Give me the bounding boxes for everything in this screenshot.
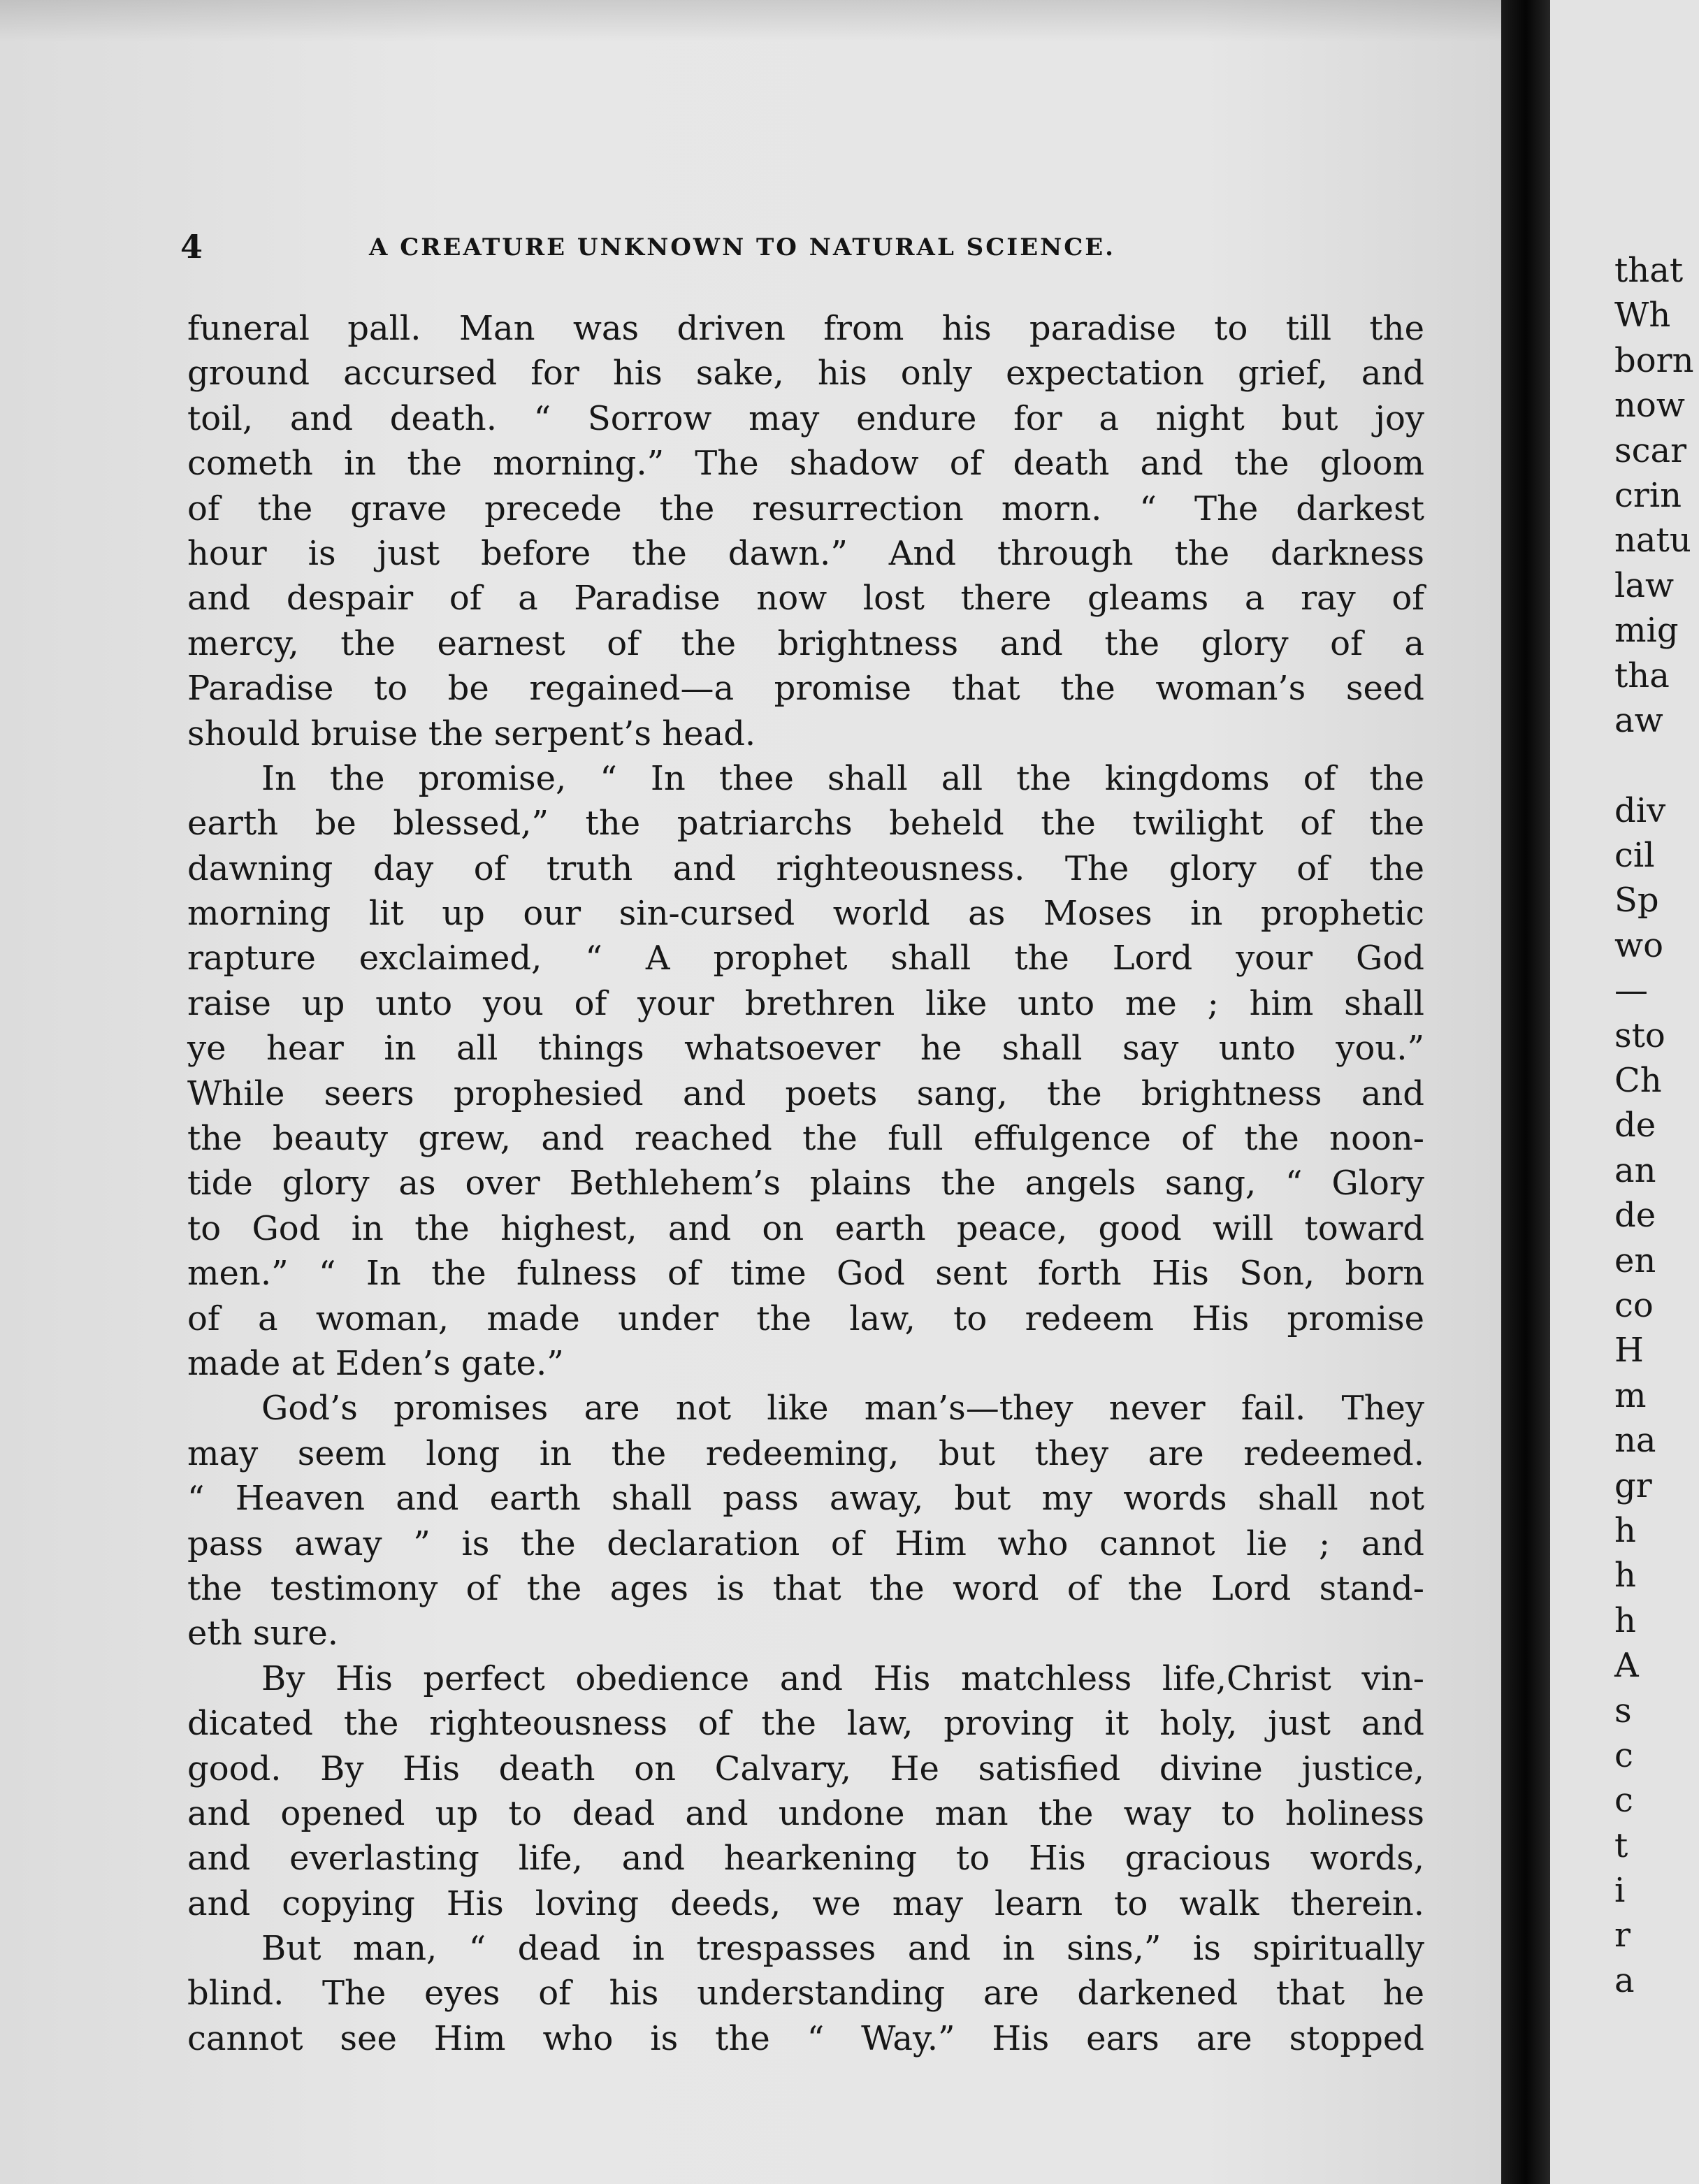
text-line: mercy, the earnest of the brightness and the glory of a <box>187 623 1424 663</box>
right-page-line: t <box>1614 1825 1628 1865</box>
text-line: of a woman, made under the law, to redeem His promise <box>187 1299 1424 1338</box>
text-line: and everlasting life, and hearkening to His gracious words, <box>187 1839 1424 1879</box>
text-line: cometh in the morning.” The shadow of death and the gloom <box>187 444 1424 484</box>
right-page-line: law <box>1614 565 1675 605</box>
text-line: God’s promises are not like man’s—they never fail. They <box>261 1389 1424 1429</box>
text-line: eth sure. <box>187 1614 339 1654</box>
right-page <box>1550 0 1699 2184</box>
right-page-line: tha <box>1614 656 1670 695</box>
text-line: dicated the righteousness of the law, proving it holy, just and <box>187 1704 1424 1744</box>
text-line: pass away ” is the declaration of Him who cannot lie ; and <box>187 1524 1424 1563</box>
text-line: good. By His death on Calvary, He satisfied divine justice, <box>187 1749 1424 1788</box>
text-line: should bruise the serpent’s head. <box>187 714 756 753</box>
text-line: In the promise, “ In thee shall all the kingdoms of the <box>261 758 1424 798</box>
right-page-line: r <box>1614 1916 1631 1955</box>
right-page-line: de <box>1614 1106 1656 1145</box>
text-line: blind. The eyes of his understanding are darkened that he <box>187 1974 1424 2013</box>
right-page-line: Wh <box>1614 296 1671 335</box>
right-page-line: mig <box>1614 611 1679 651</box>
page-number: 4 <box>180 228 203 266</box>
right-page-line: co <box>1614 1285 1654 1325</box>
right-page-line: now <box>1614 386 1685 426</box>
page-header <box>180 228 1229 270</box>
text-line: But man, “ dead in trespasses and in sins,” is spiritually <box>261 1929 1424 1969</box>
text-line: tide glory as over Bethlehem’s plains the angels sang, “ Glory <box>187 1164 1424 1203</box>
text-line: By His perfect obedience and His matchless life,Christ vin- <box>261 1658 1424 1698</box>
right-page-line: Ch <box>1614 1061 1662 1101</box>
body-text <box>187 306 1424 2061</box>
right-page-line: h <box>1614 1510 1636 1550</box>
text-line: the testimony of the ages is that the word of the Lord stand- <box>187 1568 1424 1608</box>
text-line: Paradise to be regained—a promise that the woman’s seed <box>187 669 1424 709</box>
right-page-line: h <box>1614 1556 1636 1596</box>
right-page-line: de <box>1614 1196 1656 1236</box>
text-line: of the grave precede the resurrection morn. “ The darkest <box>187 489 1424 528</box>
text-line: funeral pall. Man was driven from his paradise to till the <box>187 309 1424 348</box>
right-page-line: h <box>1614 1600 1636 1640</box>
right-page-line: a <box>1614 1960 1635 2000</box>
text-line: made at Eden’s gate.” <box>187 1343 564 1383</box>
right-page-line <box>1614 743 1693 788</box>
right-page-line: born <box>1614 340 1694 380</box>
text-line: hour is just before the dawn.” And through the darkness <box>187 533 1424 573</box>
text-line: and opened up to dead and undone man the way to holiness <box>187 1793 1424 1833</box>
text-line: morning lit up our sin-cursed world as Moses in prophetic <box>187 894 1424 934</box>
text-line: and despair of a Paradise now lost there gleams a ray of <box>187 579 1424 619</box>
right-page-line: en <box>1614 1241 1656 1280</box>
text-line: dawning day of truth and righteousness. The glory of the <box>187 848 1424 888</box>
text-line: raise up unto you of your brethren like unto me ; him shall <box>187 983 1424 1023</box>
right-page-line: that <box>1614 251 1684 290</box>
right-page-line: s <box>1614 1691 1632 1730</box>
running-head: A CREATURE UNKNOWN TO NATURAL SCIENCE. <box>369 233 1116 261</box>
text-line: the beauty grew, and reached the full effulgence of the noon- <box>187 1119 1424 1159</box>
text-line: rapture exclaimed, “ A prophet shall the Lord your God <box>187 939 1424 978</box>
text-line: earth be blessed,” the patriarchs beheld the twilight of the <box>187 804 1424 844</box>
right-page-line: i <box>1614 1871 1626 1911</box>
right-page-line: div <box>1614 790 1666 830</box>
text-line: may seem long in the redeeming, but they are redeemed. <box>187 1433 1424 1473</box>
right-page-line: crin <box>1614 475 1682 515</box>
right-page-line: wo <box>1614 925 1663 965</box>
right-page-text <box>1614 248 1693 2003</box>
text-line: to God in the highest, and on earth peace, good will toward <box>187 1208 1424 1248</box>
text-line: “ Heaven and earth shall pass away, but my words shall not <box>187 1479 1424 1519</box>
text-line: men.” “ In the fulness of time God sent forth His Son, born <box>187 1254 1424 1294</box>
right-page-line: aw <box>1614 700 1663 740</box>
right-page-line: m <box>1614 1375 1647 1415</box>
right-page-line: H <box>1614 1331 1644 1371</box>
right-page-line: natu <box>1614 521 1691 561</box>
text-line: and copying His loving deeds, we may learn to walk therein. <box>187 1883 1424 1923</box>
right-page-line: cil <box>1614 836 1655 876</box>
text-line: While seers prophesied and poets sang, the brightness and <box>187 1073 1424 1113</box>
right-page-line: — <box>1614 971 1648 1011</box>
right-page-line: A <box>1614 1646 1639 1686</box>
text-line: cannot see Him who is the “ Way.” His ears are stopped <box>187 2018 1424 2058</box>
right-page-line: c <box>1614 1781 1633 1821</box>
right-page-line: scar <box>1614 431 1687 470</box>
page-shadow <box>0 0 1501 42</box>
right-page-line: sto <box>1614 1015 1665 1055</box>
right-page-line: an <box>1614 1150 1656 1190</box>
text-line: toil, and death. “ Sorrow may endure for a night but joy <box>187 398 1424 438</box>
right-page-line: Sp <box>1614 881 1659 920</box>
text-line: ground accursed for his sake, his only expectation grief, and <box>187 354 1424 393</box>
right-page-line: na <box>1614 1421 1656 1461</box>
book-gutter <box>1501 0 1550 2184</box>
right-page-line: c <box>1614 1735 1633 1775</box>
text-line: ye hear in all things whatsoever he shall say unto you.” <box>187 1029 1424 1069</box>
right-page-line: gr <box>1614 1466 1652 1505</box>
